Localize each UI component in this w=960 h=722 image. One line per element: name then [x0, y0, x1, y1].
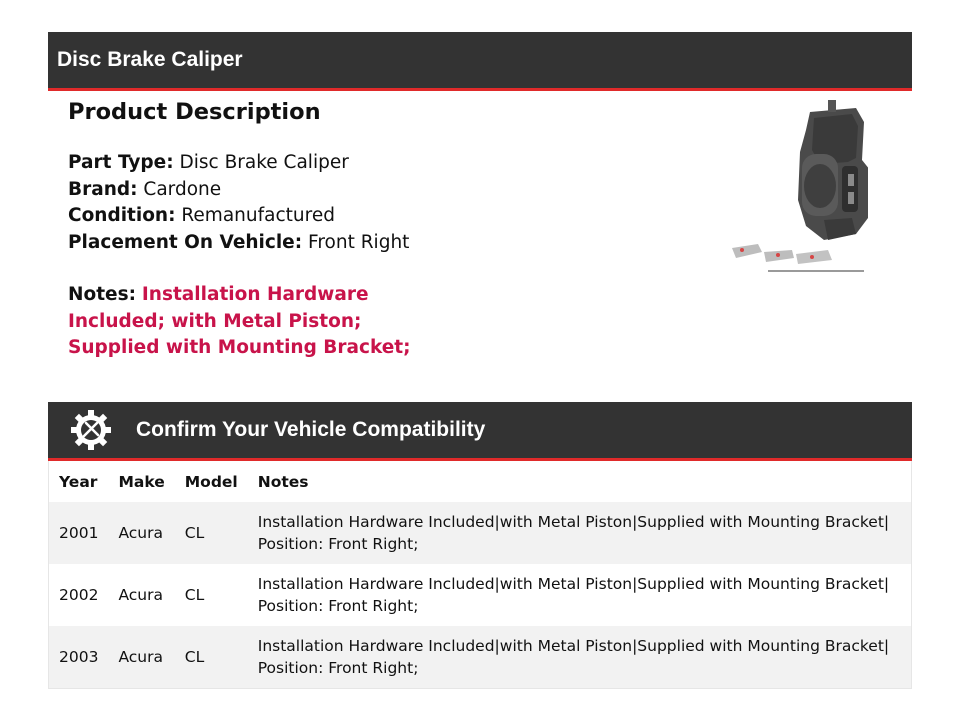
- spec-value: Cardone: [143, 178, 222, 200]
- spec-label: Part Type:: [68, 152, 174, 173]
- cell-make: Acura: [118, 586, 164, 604]
- cell-year: 2003: [59, 648, 99, 666]
- compatibility-table: [48, 461, 912, 689]
- cell-model: CL: [184, 648, 205, 666]
- page-title: Disc Brake Caliper: [57, 48, 243, 71]
- table-header-row: [49, 461, 911, 502]
- spec-placement: [68, 230, 708, 257]
- compatibility-title: Confirm Your Vehicle Compatibility: [136, 418, 486, 441]
- column-header-year: Year: [59, 472, 98, 491]
- gear-icon: [70, 409, 112, 451]
- spec-value: Disc Brake Caliper: [179, 152, 349, 173]
- table-row: [49, 626, 911, 688]
- spec-value: Front Right: [308, 231, 410, 253]
- brake-caliper-image: [728, 100, 868, 280]
- spec-label: Brand:: [68, 178, 138, 200]
- cell-make: Acura: [118, 524, 164, 542]
- table-row: [49, 502, 911, 564]
- description-heading: Product Description: [68, 99, 321, 125]
- spec-value: Remanufactured: [181, 205, 335, 226]
- column-header-make: Make: [118, 472, 165, 491]
- cell-model: CL: [184, 524, 205, 542]
- spec-part-type: [68, 150, 708, 177]
- cell-year: 2001: [59, 524, 99, 542]
- spec-brand: [68, 177, 708, 204]
- product-description: [68, 96, 708, 362]
- compatibility-header: [48, 402, 912, 461]
- spec-condition: [68, 203, 708, 230]
- cell-notes: Installation Hardware Included|with Metal Piston|Supplied with Mounting Bracket| Position: Front Right;: [257, 513, 890, 553]
- column-header-notes: Notes: [257, 472, 309, 491]
- table-row: [49, 564, 911, 626]
- notes: [68, 282, 448, 362]
- spec-label: Condition:: [68, 205, 176, 226]
- notes-value: Installation Hardware Included; with Metal Piston; Supplied with Mounting Bracket;: [68, 284, 411, 358]
- cell-notes: Installation Hardware Included|with Metal Piston|Supplied with Mounting Bracket| Position: Front Right;: [257, 575, 890, 615]
- spec-label: Placement On Vehicle:: [68, 231, 303, 253]
- cell-year: 2002: [59, 586, 99, 604]
- cell-model: CL: [184, 586, 205, 604]
- notes-label: Notes:: [68, 284, 136, 305]
- spec-list: [68, 150, 708, 256]
- title-bar: [48, 32, 912, 91]
- cell-make: Acura: [118, 648, 164, 666]
- column-header-model: Model: [184, 472, 238, 491]
- cell-notes: Installation Hardware Included|with Metal Piston|Supplied with Mounting Bracket| Position: Front Right;: [257, 637, 890, 677]
